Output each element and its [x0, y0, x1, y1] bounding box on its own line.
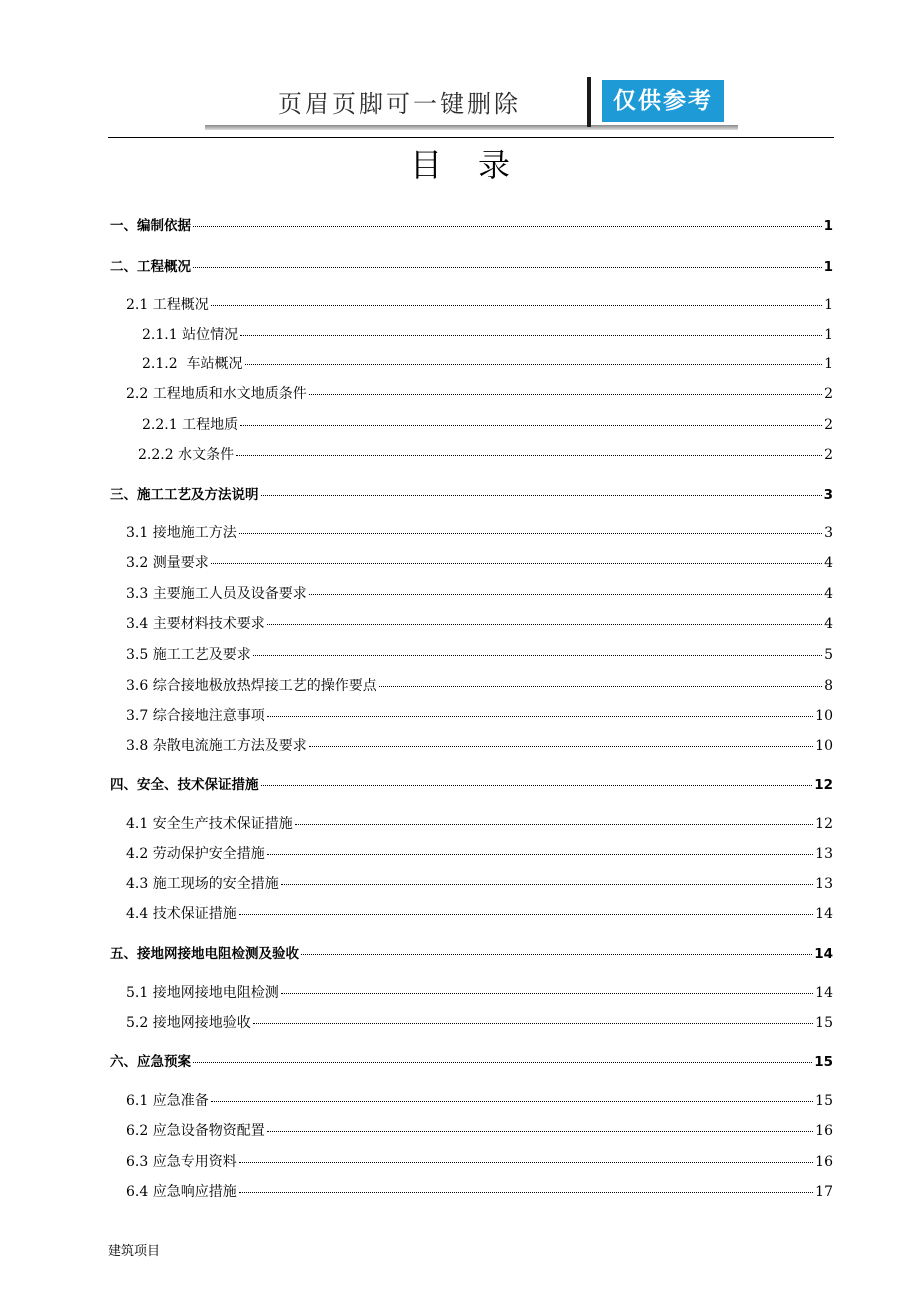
toc-entry-label: 四、安全、技术保证措施	[110, 777, 259, 793]
toc-page-number: 2	[824, 386, 833, 402]
toc-page-number: 10	[815, 708, 833, 724]
toc-dot-leader	[211, 1101, 813, 1102]
toc-entry[interactable]	[0, 1181, 920, 1203]
toc-entry[interactable]	[0, 1012, 920, 1034]
toc-dot-leader	[245, 364, 823, 365]
toc-entry[interactable]	[0, 1090, 920, 1112]
toc-dot-leader	[239, 1162, 813, 1163]
toc-dot-leader	[253, 655, 822, 656]
toc-entry[interactable]	[0, 353, 920, 375]
toc-dot-leader	[211, 563, 822, 564]
toc-dot-leader	[261, 785, 813, 786]
toc-entry-label: 3.8 杂散电流施工方法及要求	[126, 738, 307, 754]
toc-entry[interactable]	[0, 843, 920, 865]
toc-page-number: 13	[815, 846, 833, 862]
toc-page-number: 2	[824, 447, 833, 463]
toc-entry[interactable]	[0, 414, 920, 436]
toc-dot-leader	[240, 335, 822, 336]
toc-entry-label: 4.2 劳动保护安全措施	[126, 846, 265, 862]
toc-dot-leader	[295, 824, 813, 825]
footer-text: 建筑项目	[108, 1244, 161, 1259]
toc-dot-leader	[309, 394, 822, 395]
toc-entry-label: 2.2.1 工程地质	[142, 417, 239, 433]
toc-dot-leader	[267, 624, 822, 625]
toc-entry[interactable]	[0, 644, 920, 666]
toc-page-number: 5	[824, 647, 833, 663]
toc-entry[interactable]	[0, 982, 920, 1004]
toc-entry[interactable]	[0, 1120, 920, 1142]
toc-page-number: 17	[815, 1184, 833, 1200]
toc-page-number: 14	[815, 985, 833, 1001]
toc-entry[interactable]	[0, 444, 920, 466]
toc-dot-leader	[309, 594, 822, 595]
toc-page-number: 14	[814, 946, 833, 962]
toc-page-number: 3	[823, 487, 833, 503]
toc-entry[interactable]	[0, 324, 920, 346]
toc-page-number: 16	[815, 1154, 833, 1170]
toc-page-number: 15	[814, 1054, 833, 1070]
toc-title	[0, 145, 920, 185]
toc-entry[interactable]	[0, 1151, 920, 1173]
toc-entry-label: 2.1.1 站位情况	[142, 327, 239, 343]
toc-dot-leader	[211, 305, 822, 306]
toc-entry-label: 3.5 施工工艺及要求	[126, 647, 251, 663]
toc-entry-label: 3.3 主要施工人员及设备要求	[126, 586, 307, 602]
toc-entry-label: 2.1.2 车站概况	[142, 356, 243, 372]
toc-entry[interactable]	[0, 903, 920, 925]
toc-page-number: 1	[824, 356, 833, 372]
toc-page-number: 12	[814, 777, 833, 793]
toc-entry-label: 4.1 安全生产技术保证措施	[126, 816, 293, 832]
toc-entry-label: 4.4 技术保证措施	[126, 906, 237, 922]
toc-page-number: 1	[824, 327, 833, 343]
toc-dot-leader	[267, 1131, 813, 1132]
toc-entry[interactable]	[0, 773, 920, 795]
toc-dot-leader	[236, 455, 822, 456]
toc-dot-leader	[379, 686, 822, 687]
toc-entry-label: 六、应急预案	[110, 1054, 191, 1070]
toc-entry-label: 三、施工工艺及方法说明	[110, 487, 259, 503]
toc-dot-leader	[267, 854, 813, 855]
toc-entry-label: 5.1 接地网接地电阻检测	[126, 985, 279, 1001]
toc-dot-leader	[267, 716, 813, 717]
toc-entry-label: 5.2 接地网接地验收	[126, 1015, 251, 1031]
toc-page-number: 14	[815, 906, 833, 922]
toc-page-number: 13	[815, 876, 833, 892]
toc-entry-label: 6.3 应急专用资料	[126, 1154, 237, 1170]
toc-page-number: 3	[824, 525, 833, 541]
header-banner-underline	[205, 125, 738, 130]
toc-entry[interactable]	[0, 1050, 920, 1072]
toc-entry[interactable]	[0, 214, 920, 236]
toc-page-number: 4	[824, 616, 833, 632]
toc-entry-label: 3.6 综合接地极放热焊接工艺的操作要点	[126, 678, 377, 694]
toc-entry[interactable]	[0, 613, 920, 635]
header-banner-text: 页眉页脚可一键删除	[278, 90, 521, 118]
toc-entry[interactable]	[0, 583, 920, 605]
toc-entry-label: 6.1 应急准备	[126, 1093, 209, 1109]
toc-dot-leader	[281, 884, 813, 885]
toc-entry[interactable]	[0, 735, 920, 757]
toc-dot-leader	[193, 1062, 812, 1063]
toc-entry[interactable]	[0, 552, 920, 574]
toc-page-number: 1	[823, 259, 833, 275]
toc-entry[interactable]	[0, 255, 920, 277]
toc-dot-leader	[239, 914, 813, 915]
toc-entry-label: 二、工程概况	[110, 259, 191, 275]
toc-page-number: 16	[815, 1123, 833, 1139]
toc-entry-label: 一、编制依据	[110, 218, 191, 234]
toc-entry-label: 4.3 施工现场的安全措施	[126, 876, 279, 892]
toc-dot-leader	[281, 993, 813, 994]
toc-page-number: 2	[824, 417, 833, 433]
toc-entry[interactable]	[0, 294, 920, 316]
toc-page-number: 4	[824, 586, 833, 602]
toc-entry-label: 6.2 应急设备物资配置	[126, 1123, 265, 1139]
toc-dot-leader	[239, 533, 822, 534]
toc-dot-leader	[193, 267, 822, 268]
toc-entry[interactable]	[0, 873, 920, 895]
header-rule	[108, 137, 834, 138]
reference-only-badge: 仅供参考	[602, 80, 724, 122]
toc-entry[interactable]	[0, 383, 920, 405]
toc-dot-leader	[240, 425, 822, 426]
toc-entry-label: 3.7 综合接地注意事项	[126, 708, 265, 724]
toc-dot-leader	[253, 1023, 813, 1024]
toc-entry-label: 6.4 应急响应措施	[126, 1184, 237, 1200]
toc-page-number: 15	[815, 1093, 833, 1109]
toc-dot-leader	[193, 226, 822, 227]
toc-entry-label: 3.2 测量要求	[126, 555, 209, 571]
toc-page-number: 1	[823, 218, 833, 234]
toc-entry[interactable]	[0, 483, 920, 505]
toc-dot-leader	[301, 954, 812, 955]
toc-entry[interactable]	[0, 942, 920, 964]
header-divider	[587, 77, 591, 127]
toc-entry[interactable]	[0, 675, 920, 697]
toc-entry-label: 2.2.2 水文条件	[138, 447, 235, 463]
toc-title-char-2: 录	[478, 146, 511, 184]
toc-entry[interactable]	[0, 705, 920, 727]
toc-dot-leader	[261, 495, 822, 496]
toc-page-number: 10	[815, 738, 833, 754]
toc-page-number: 15	[815, 1015, 833, 1031]
toc-dot-leader	[309, 746, 813, 747]
toc-page-number: 12	[815, 816, 833, 832]
toc-page-number: 8	[824, 678, 833, 694]
toc-page-number: 4	[824, 555, 833, 571]
toc-page-number: 1	[824, 297, 833, 313]
toc-entry-label: 2.1 工程概况	[126, 297, 209, 313]
toc-entry[interactable]	[0, 522, 920, 544]
toc-entry[interactable]	[0, 813, 920, 835]
toc-entry-label: 五、接地网接地电阻检测及验收	[110, 946, 299, 962]
toc-title-char-1: 目	[409, 146, 442, 184]
toc-entry-label: 3.1 接地施工方法	[126, 525, 237, 541]
toc-entry-label: 3.4 主要材料技术要求	[126, 616, 265, 632]
toc-dot-leader	[239, 1192, 813, 1193]
toc-entry-label: 2.2 工程地质和水文地质条件	[126, 386, 307, 402]
